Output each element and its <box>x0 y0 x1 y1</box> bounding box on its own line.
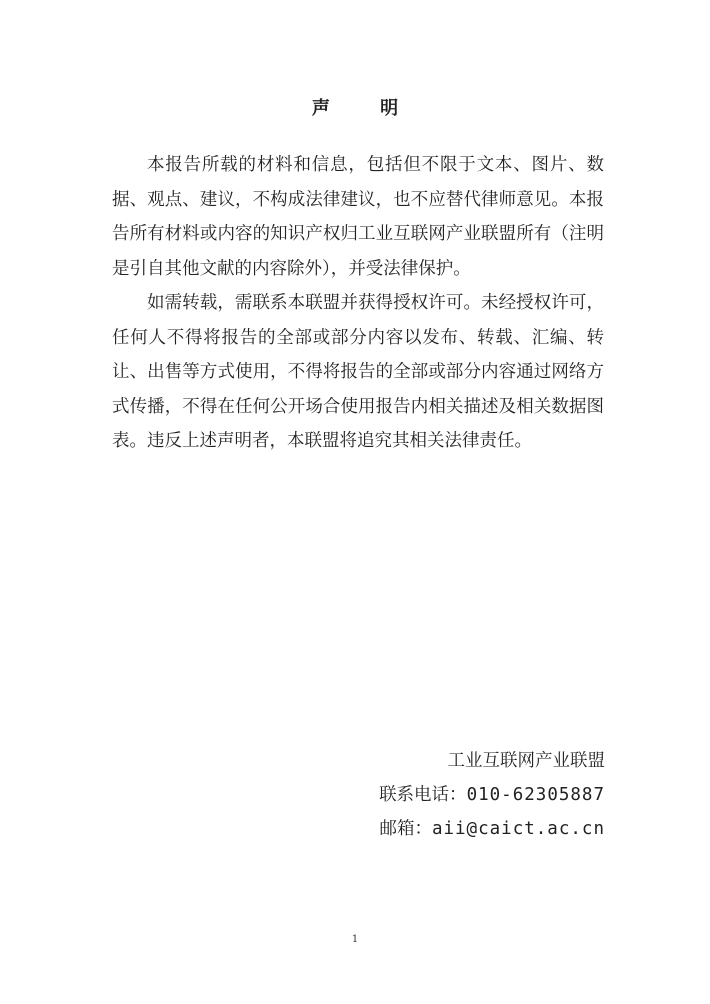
contact-phone-line <box>305 778 605 812</box>
signature-block <box>305 744 605 846</box>
phone-number: 010-62305887 <box>466 785 605 805</box>
paragraph-2: 如需转载，需联系本联盟并获得授权许可。未经授权许可，任何人不得将报告的全部或部分内容以发布、转载、汇编、转让、出售等方式使用，不得将报告的全部或部分内容通过网络方式传播，不得在任何公开场合使用报告内相关描述及相关数据图表。违反上述声明者，本联盟将追究其相关法律责任。 <box>112 293 604 451</box>
page-title: 声 明 <box>311 98 421 119</box>
contact-email-line <box>305 812 605 846</box>
email-label: 邮箱： <box>379 819 432 839</box>
phone-label: 联系电话： <box>379 785 467 805</box>
organization-name: 工业互联网产业联盟 <box>447 751 605 771</box>
statement-body <box>112 148 604 459</box>
email-address: aii@caict.ac.cn <box>431 819 605 839</box>
paragraph-1: 本报告所载的材料和信息，包括但不限于文本、图片、数据、观点、建议，不构成法律建议，也不应替代律师意见。本报告所有材料或内容的知识产权归工业互联网产业联盟所有（注明是引自其他文献的内容除外），并受法律保护。 <box>112 155 604 279</box>
page-number: 1 <box>351 934 359 945</box>
